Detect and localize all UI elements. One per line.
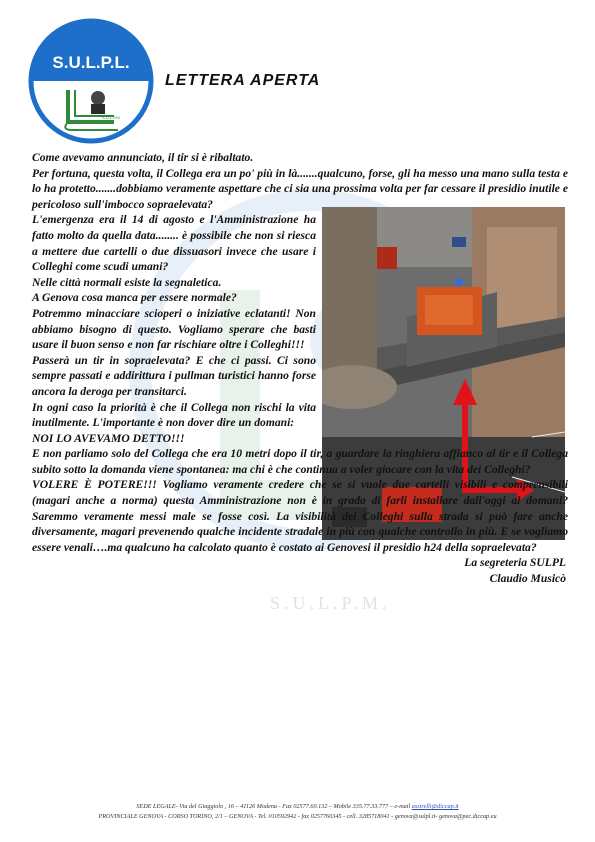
- letter-left-column: [32, 212, 316, 446]
- logo-text: S.U.L.P.L.: [52, 53, 130, 72]
- footer-line-1: [0, 803, 595, 810]
- paragraph-5: A Genova cosa manca per essere normale?: [32, 291, 237, 305]
- paragraph-1: Come avevamo annunciato, il tir si è ribaltato.: [32, 151, 254, 164]
- letter-body: [32, 150, 568, 587]
- footer-address: SEDE LEGALE- Via del Giaggiolo , 16 – 41126 Modena - Fax 02577.60.132 – Mobile 335.77.33.777 – e-mail: [136, 803, 412, 810]
- paragraph-10: E non parliamo solo del Collega che era 10 metri dopo il tir, a guardare la ringhiera affianco al tir e il Collega subito sotto la domanda viene spontanea: ma chi è che continua a voler giocare con la vita dei Colleghi?: [32, 447, 568, 476]
- signature-block: [32, 555, 568, 586]
- signature-name: Claudio Musicò: [489, 572, 566, 586]
- paragraph-2: Per fortuna, questa volta, il Collega era un po' più in là.......qualcuno, forse, gli ha messo una mano sulla testa e lo ha protetto.......dobbiamo veramente aspettare che ci sia una prossima volta per far cessare il presidio inutile e pericoloso sull'imbocco sopraelevata?: [32, 166, 568, 211]
- paragraph-9: NOI LO AVEVAMO DETTO!!!: [32, 431, 185, 445]
- paragraph-7: Passerà un tir in sopraelevata? E che ci passi. Ci sono sempre passati e addirittura i pullman turistici hanno forse ancora la deroga per transitarci.: [32, 353, 316, 398]
- paragraph-6: Potremmo minacciare scioperi o iniziative eclatanti! Non abbiamo bisogno di questo. Vogliamo sperare che basti usare il buon senso e non far rischiare oltre i Colleghi!!!: [32, 306, 316, 352]
- footer-email-link[interactable]: assirelli@diccap.it: [411, 803, 459, 810]
- paragraph-11: VOLERE È POTERE!!! Vogliamo veramente credere che se si vuole due cartelli visibili e comprensibili (magari anche a norma) questa Amministrazione non è in grado di farli installare dall'oggi al domani? Saremmo veramente messi male se fosse così. La visibilità dei Colleghi sulla strada si può fare anche diversamente, magari prevenendo qualche incidente stradale in più con qualche controllo in più. E se vogliamo essere venali….ma qualcuno ha calcolato quanto è costato ai Genovesi il presidio h24 della sopraelevata?: [32, 478, 568, 554]
- watermark-text: S.U.L.P.M.: [270, 593, 391, 613]
- letter-upper-column: [32, 150, 316, 166]
- signature-org: La segreteria SULPL: [464, 556, 566, 570]
- footer-line-2: PROVINCIALE GENOVA - CORSO TORINO, 2/1 – GENOVA - Tel. 010592942 - fax 0257760345 - cell. 3285718041 - genova@sulpl.it- genova@pec.diccap.eu: [98, 813, 497, 820]
- paragraph-3: L'emergenza era il 14 di agosto e l'Amministrazione ha fatto molto da quella data........ è possibile che non si riesca a mettere due cartelli o due dissuasori invece che usare i Colleghi come scudi umani?: [32, 213, 316, 274]
- paragraph-8: In ogni caso la priorità è che il Collega non rischi la vita inutilmente. L'importante è non dover dire un domani:: [32, 400, 316, 430]
- document-title: LETTERA APERTA: [165, 72, 321, 89]
- logo-subtext: S.U.L.P.M.: [102, 115, 121, 120]
- sulpl-logo: [28, 18, 154, 144]
- paragraph-4: Nelle città normali esiste la segnaletica.: [32, 275, 222, 289]
